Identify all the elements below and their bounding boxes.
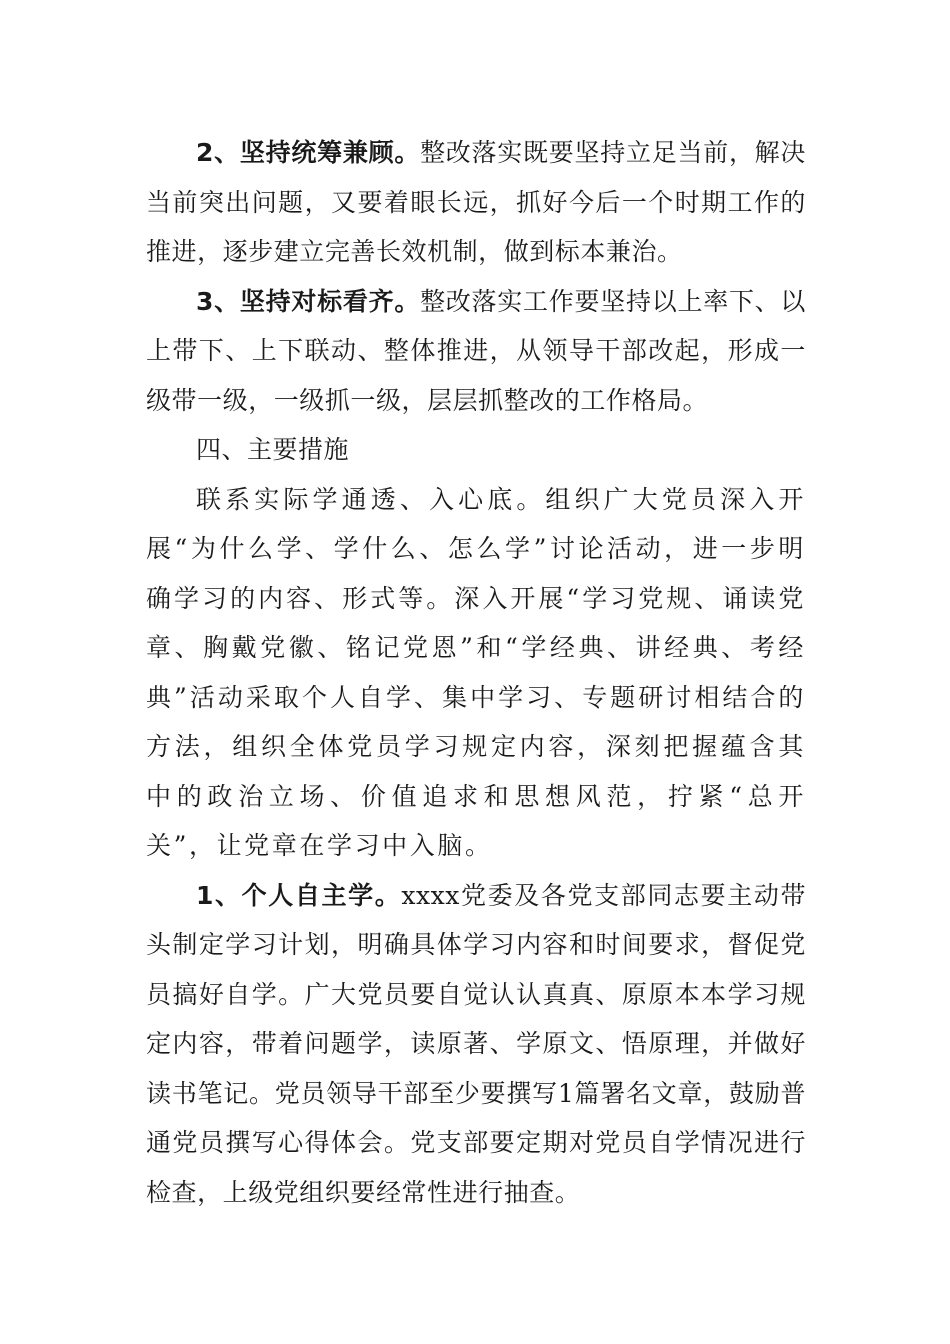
principle-heading-2: 2、坚持统筹兼顾。 xyxy=(196,138,421,167)
principle-heading-3: 3、坚持对标看齐。 xyxy=(196,286,421,316)
measure-heading-1: 1、个人自主学。 xyxy=(196,880,402,910)
principle-body-2: 整改落实既要坚持立足当前，解决当前突出问题，又要着眼长远，抓好今后一个时期工作的推进，逐步建立完善长效机制，做到标本兼治。 xyxy=(146,138,806,266)
principle-body-3: 整改落实工作要坚持以上率下、以上带下、上下联动、整体推进，从领导干部改起，形成一级带一级，一级抓一级，层层抓整改的工作格局。 xyxy=(146,286,806,415)
principle-paragraph-3 xyxy=(146,277,806,426)
measure-body-1: xxxx党委及各党支部同志要主动带头制定学习计划，明确具体学习内容和时间要求，督促党员搞好自学。广大党员要自觉认认真真、原原本本学习规定内容，带着问题学，读原著、学原文、悟原理，并做好读书笔记。党员领导干部至少要撰写1篇署名文章，鼓励普通党员撰写心得体会。党支部要定期对党员自学情况进行检查，上级党组织要经常性进行抽查。 xyxy=(146,880,807,1207)
measures-intro-paragraph: 联系实际学通透、入心底。组织广大党员深入开展“为什么学、学什么、怎么学”讨论活动，进一步明确学习的内容、形式等。深入开展“学习党规、诵读党章、胸戴党徽、铭记党恩”和“学经典、讲经典、考经典”活动采取个人自学、集中学习、专题研讨相结合的方法，组织全体党员学习规定内容，深刻把握蕴含其中的政治立场、价值追求和思想风范，拧紧“总开关”，让党章在学习中入脑。 xyxy=(146,484,806,860)
section-title: 四、主要措施 xyxy=(196,435,350,464)
principle-paragraph-2 xyxy=(146,128,806,277)
document-body xyxy=(146,128,806,1217)
measure-item-1 xyxy=(146,871,806,1218)
